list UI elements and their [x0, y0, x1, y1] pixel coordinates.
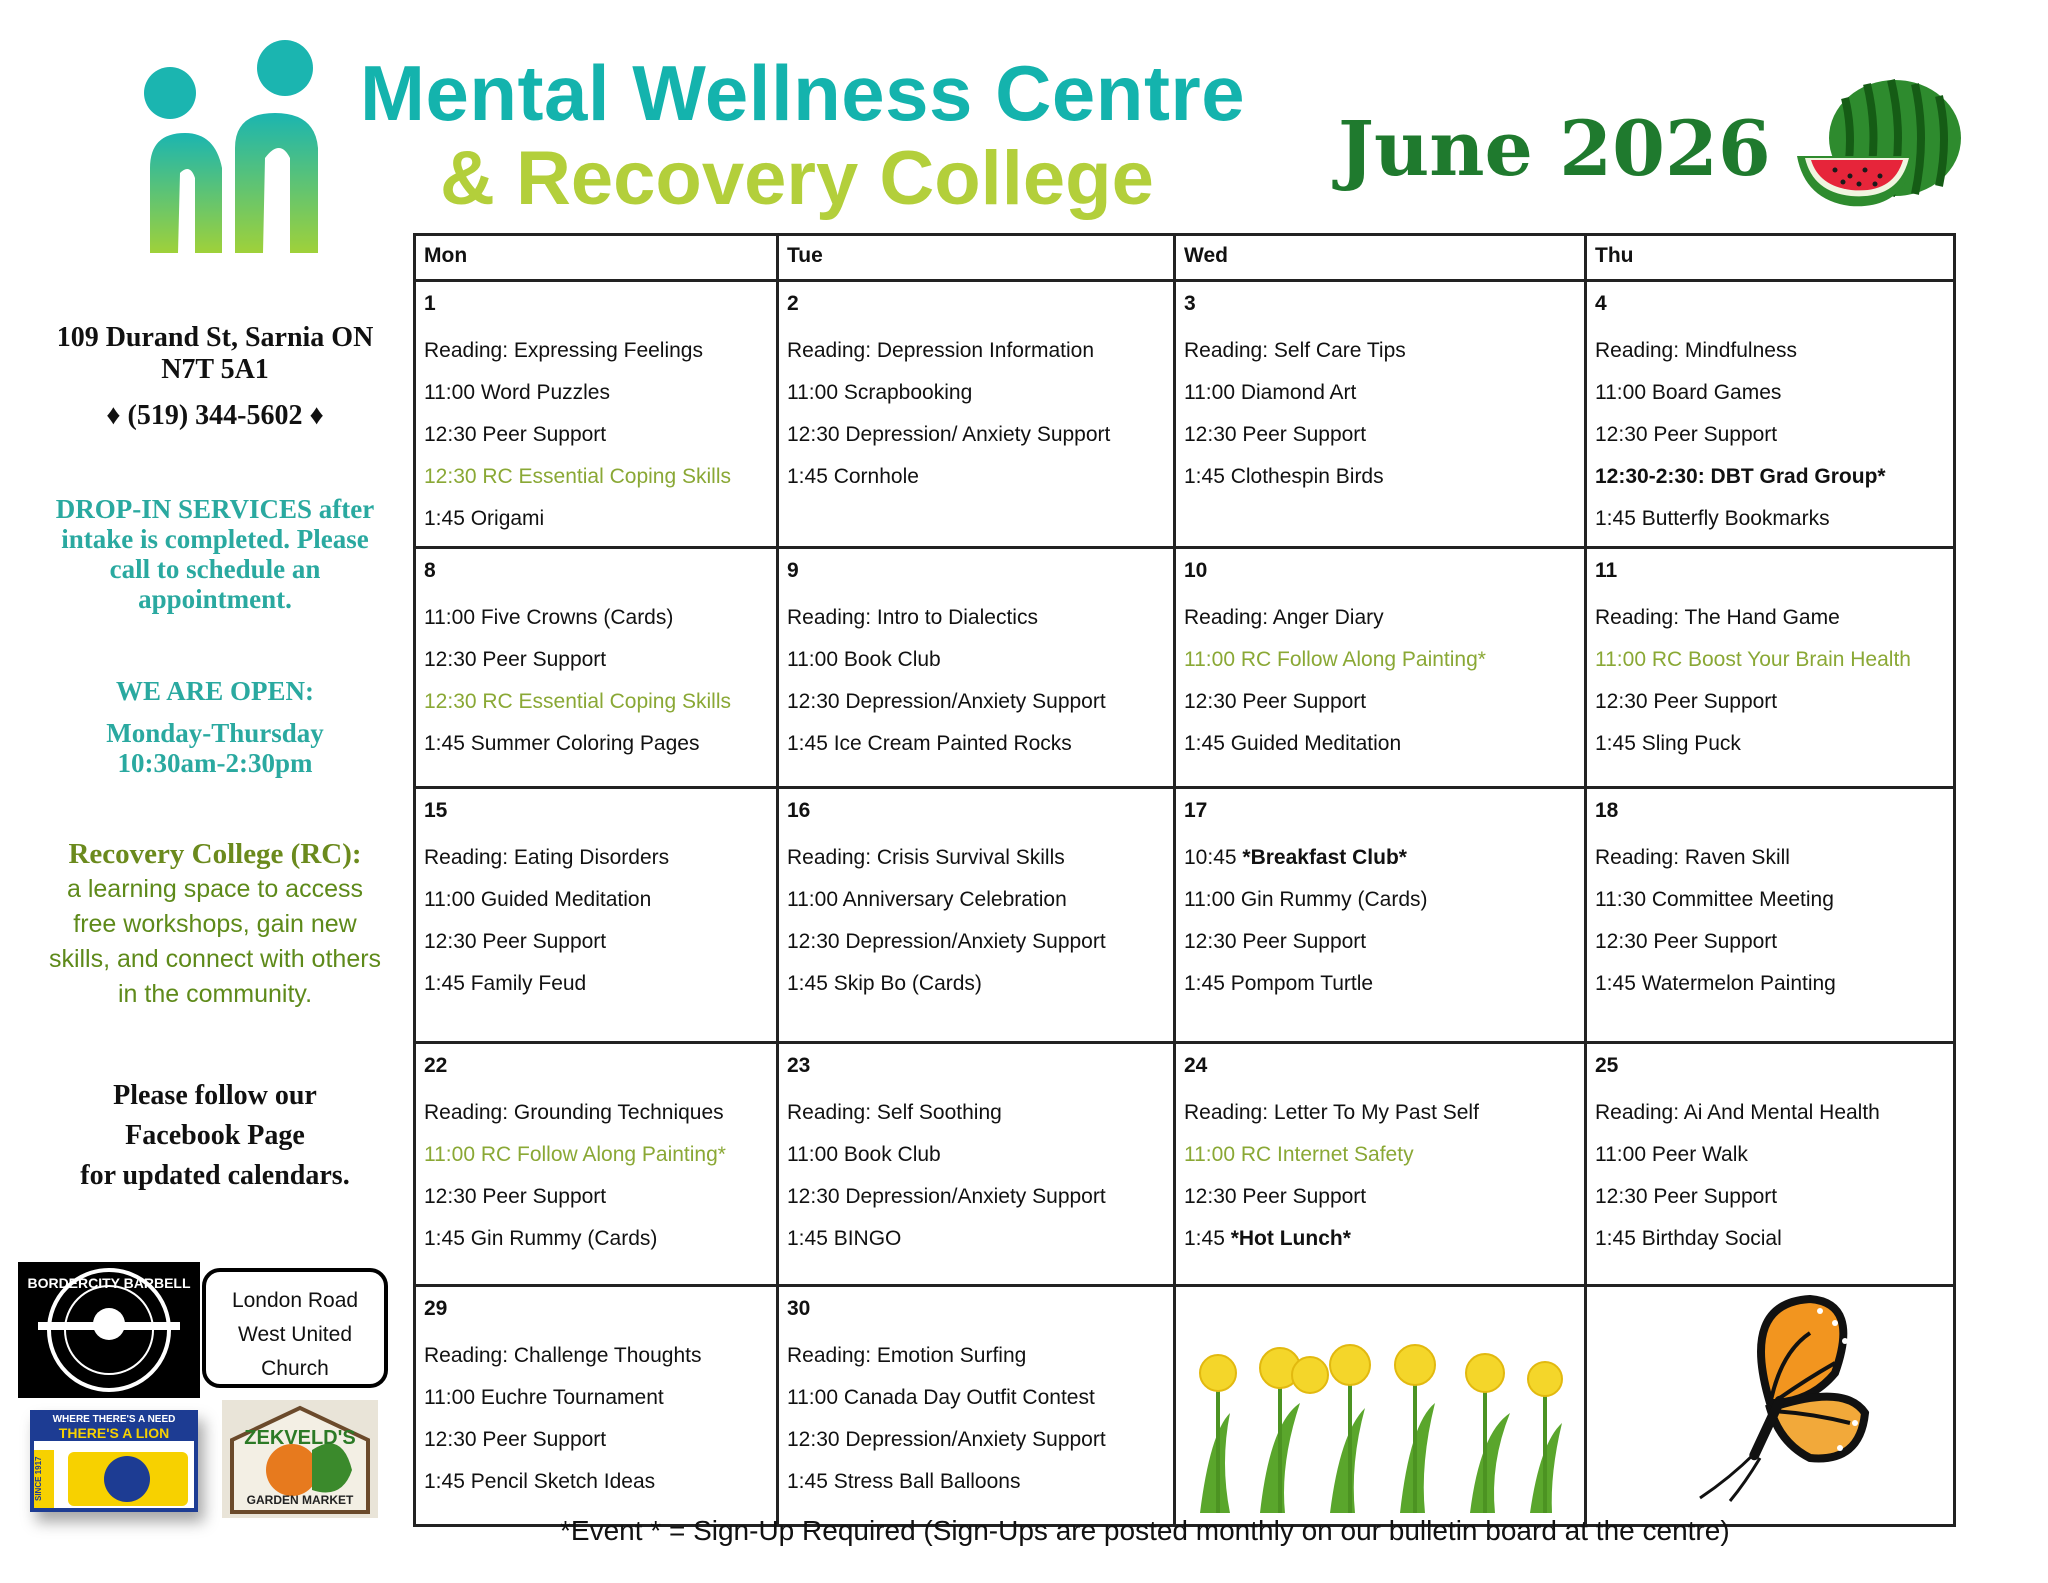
calendar-week: [415, 1286, 1955, 1526]
day-number: 30: [787, 1297, 811, 1320]
calendar-event: Reading: Crisis Survival Skills: [787, 846, 1065, 869]
open-heading: WE ARE OPEN:: [115, 676, 315, 706]
calendar-week: [415, 788, 1955, 1043]
calendar-event: 12:30 Depression/Anxiety Support: [787, 1185, 1106, 1208]
day-cell-4: [1586, 281, 1955, 548]
calendar-event: Reading: Grounding Techniques: [424, 1101, 724, 1124]
recovery-college-event: 11:00 RC Follow Along Painting*: [1184, 648, 1486, 671]
day-cell-16: [778, 788, 1175, 1043]
calendar-event: Reading: Letter To My Past Self: [1184, 1101, 1479, 1124]
day-number: 2: [787, 292, 799, 315]
calendar-event: 12:30 Peer Support: [424, 1428, 607, 1451]
empty-day-cell: [1586, 1286, 1955, 1526]
calendar-event: 11:00 Five Crowns (Cards): [424, 606, 674, 629]
dropin-notice: DROP-IN SERVICES after intake is completed. Please call to schedule an appointment.: [55, 494, 375, 614]
calendar-event: Reading: Mindfulness: [1595, 339, 1797, 362]
calendar-event: 11:00 Scrapbooking: [787, 381, 973, 404]
day-number: 29: [424, 1297, 448, 1320]
calendar-event: 11:00 Euchre Tournament: [424, 1386, 664, 1409]
day-number: 9: [787, 559, 799, 582]
calendar-event: 1:45 Sling Puck: [1595, 732, 1741, 755]
day-number: 16: [787, 799, 811, 822]
day-cell-30: [778, 1286, 1175, 1526]
calendar-event: 1:45 *Hot Lunch*: [1184, 1227, 1351, 1250]
day-number: 11: [1595, 559, 1618, 582]
centre-title: Mental Wellness Centre: [360, 49, 1246, 137]
calendar-event: 11:00 Board Games: [1595, 381, 1782, 404]
mental-wellness-logo: [140, 38, 330, 263]
yellow-flowers-icon: [1190, 1313, 1570, 1513]
calendar-event: 10:45 *Breakfast Club*: [1184, 846, 1407, 869]
day-cell-8: [415, 548, 778, 788]
calendar-event: 1:45 Birthday Social: [1595, 1227, 1782, 1250]
calendar-event: Reading: Ai And Mental Health: [1595, 1101, 1880, 1124]
day-cell-23: [778, 1043, 1175, 1286]
calendar-event: 12:30 Peer Support: [424, 423, 607, 446]
signup-footnote: *Event * = Sign-Up Required (Sign-Ups are posted monthly on our bulletin board at the centre): [560, 1515, 1730, 1546]
calendar-event: 11:00 Book Club: [787, 1143, 941, 1166]
recovery-college-event: 11:00 RC Boost Your Brain Health: [1595, 648, 1911, 671]
calendar-event: Reading: Expressing Feelings: [424, 339, 703, 362]
calendar-event: Reading: Self Care Tips: [1184, 339, 1406, 362]
facebook-notice: Please follow our Facebook Page for updated calendars.: [80, 1080, 350, 1191]
month-title: June 2026: [1338, 104, 1771, 193]
calendar-event: 12:30 Peer Support: [1184, 423, 1367, 446]
open-hours: Monday-Thursday 10:30am-2:30pm: [106, 718, 324, 778]
day-cell-18: [1586, 788, 1955, 1043]
calendar-event: 1:45 BINGO: [787, 1227, 902, 1250]
calendar-week: [415, 1043, 1955, 1286]
day-number: 3: [1184, 292, 1196, 315]
calendar-event: 12:30 Peer Support: [424, 648, 607, 671]
day-number: 23: [787, 1054, 811, 1077]
calendar-event: Reading: Intro to Dialectics: [787, 606, 1038, 629]
day-cell-2: [778, 281, 1175, 548]
college-title: & Recovery College: [440, 136, 1154, 221]
london-road-church-logo: London Road West United Church: [202, 1268, 388, 1388]
calendar-event: 12:30-2:30: DBT Grad Group*: [1595, 465, 1886, 488]
svg-text:ZEKVELD'S: ZEKVELD'S: [244, 1427, 356, 1449]
day-number: 10: [1184, 559, 1208, 582]
calendar-event: 1:45 Butterfly Bookmarks: [1595, 507, 1830, 530]
calendar-event: 1:45 Pompom Turtle: [1184, 972, 1374, 995]
calendar-event: 12:30 Depression/ Anxiety Support: [787, 423, 1111, 446]
bordercity-barbell-logo: [18, 1262, 200, 1398]
calendar-event: 12:30 Peer Support: [424, 1185, 607, 1208]
calendar-event: 12:30 Peer Support: [424, 930, 607, 953]
empty-day-cell: [1175, 1286, 1586, 1526]
calendar-event: Reading: Challenge Thoughts: [424, 1344, 702, 1367]
day-cell-1: [415, 281, 778, 548]
calendar-event: 1:45 Ice Cream Painted Rocks: [787, 732, 1072, 755]
zekvelds-garden-market-logo: [222, 1400, 378, 1518]
calendar-event: Reading: Raven Skill: [1595, 846, 1790, 869]
calendar-event: 12:30 Depression/Anxiety Support: [787, 690, 1106, 713]
calendar-event: 1:45 Pencil Sketch Ideas: [424, 1470, 656, 1493]
day-cell-22: [415, 1043, 778, 1286]
calendar-event: 11:00 Canada Day Outfit Contest: [787, 1386, 1095, 1409]
calendar-event: 11:30 Committee Meeting: [1595, 888, 1834, 911]
calendar-event: 12:30 Peer Support: [1595, 423, 1778, 446]
recovery-college-heading: Recovery College (RC):: [68, 838, 362, 870]
calendar-event: Reading: Anger Diary: [1184, 606, 1384, 629]
calendar-week: [415, 548, 1955, 788]
day-header-mon: Mon: [415, 235, 778, 281]
day-number: 22: [424, 1054, 448, 1077]
day-cell-15: [415, 788, 778, 1043]
day-cell-29: [415, 1286, 778, 1526]
day-number: 15: [424, 799, 448, 822]
calendar-event: 11:00 Anniversary Celebration: [787, 888, 1067, 911]
day-number: 4: [1595, 292, 1607, 315]
calendar-event: 12:30 Peer Support: [1595, 1185, 1778, 1208]
centre-phone: ♦ (519) 344-5602 ♦: [106, 400, 324, 431]
calendar-event: Reading: Depression Information: [787, 339, 1095, 362]
day-number: 1: [424, 292, 436, 315]
day-number: 8: [424, 559, 436, 582]
day-cell-3: [1175, 281, 1586, 548]
calendar-event: 12:30 Depression/Anxiety Support: [787, 930, 1106, 953]
calendar-event: 11:00 Peer Walk: [1595, 1143, 1748, 1166]
monarch-butterfly-icon: [1660, 1293, 1880, 1503]
calendar-event: 12:30 Peer Support: [1184, 690, 1367, 713]
calendar-event: 11:00 Word Puzzles: [424, 381, 610, 404]
day-cell-9: [778, 548, 1175, 788]
calendar-event: 1:45 Family Feud: [424, 972, 587, 995]
svg-text:BORDERCITY BARBELL: BORDERCITY BARBELL: [27, 1275, 191, 1291]
calendar-event: 12:30 Peer Support: [1184, 930, 1367, 953]
day-cell-10: [1175, 548, 1586, 788]
calendar-event: 1:45 Cornhole: [787, 465, 919, 488]
recovery-college-event: 11:00 RC Internet Safety: [1184, 1143, 1414, 1166]
calendar-grid: [413, 233, 1956, 1527]
calendar-event: 12:30 Peer Support: [1595, 930, 1778, 953]
calendar-event: 11:00 Guided Meditation: [424, 888, 652, 911]
day-header-tue: Tue: [778, 235, 1175, 281]
day-header-thu: Thu: [1586, 235, 1955, 281]
calendar-week: [415, 281, 1955, 548]
calendar-event: 1:45 Watermelon Painting: [1595, 972, 1836, 995]
calendar-event: Reading: Emotion Surfing: [787, 1344, 1027, 1367]
calendar-event: 11:00 Diamond Art: [1184, 381, 1357, 404]
day-number: 25: [1595, 1054, 1619, 1077]
day-header-wed: Wed: [1175, 235, 1586, 281]
calendar-event: 1:45 Clothespin Birds: [1184, 465, 1384, 488]
svg-text:GARDEN MARKET: GARDEN MARKET: [246, 1493, 354, 1507]
calendar-event: Reading: The Hand Game: [1595, 606, 1840, 629]
recovery-college-event: 11:00 RC Follow Along Painting*: [424, 1143, 726, 1166]
calendar-event: 1:45 Origami: [424, 507, 545, 530]
calendar-event: Reading: Eating Disorders: [424, 846, 670, 869]
day-number: 24: [1184, 1054, 1208, 1077]
day-number: 18: [1595, 799, 1619, 822]
calendar-event: 1:45 Skip Bo (Cards): [787, 972, 982, 995]
day-cell-11: [1586, 548, 1955, 788]
calendar-event: 12:30 Depression/Anxiety Support: [787, 1428, 1106, 1451]
calendar-event: 11:00 Book Club: [787, 648, 941, 671]
calendar-event: 1:45 Stress Ball Balloons: [787, 1470, 1021, 1493]
recovery-college-event: 12:30 RC Essential Coping Skills: [424, 690, 731, 713]
day-cell-17: [1175, 788, 1586, 1043]
day-cell-24: [1175, 1043, 1586, 1286]
day-number: 17: [1184, 799, 1208, 822]
calendar-event: 12:30 Peer Support: [1184, 1185, 1367, 1208]
recovery-college-description: a learning space to access free workshops, gain new skills, and connect with others in the community.: [48, 875, 382, 1008]
june-calendar: [413, 233, 1953, 1498]
centre-address: 109 Durand St, Sarnia ON N7T 5A1: [56, 322, 374, 385]
recovery-college-event: 12:30 RC Essential Coping Skills: [424, 465, 731, 488]
lions-club-logo: WHERE THERE'S A NEED THERE'S A LION SINCE 1917: [30, 1410, 198, 1512]
calendar-event: 1:45 Gin Rummy (Cards): [424, 1227, 658, 1250]
calendar-event: 1:45 Summer Coloring Pages: [424, 732, 700, 755]
calendar-event: Reading: Self Soothing: [787, 1101, 1002, 1124]
calendar-event: 11:00 Gin Rummy (Cards): [1184, 888, 1428, 911]
watermelon-icon: [1795, 78, 1965, 213]
calendar-event: 12:30 Peer Support: [1595, 690, 1778, 713]
day-cell-25: [1586, 1043, 1955, 1286]
calendar-event: 1:45 Guided Meditation: [1184, 732, 1402, 755]
